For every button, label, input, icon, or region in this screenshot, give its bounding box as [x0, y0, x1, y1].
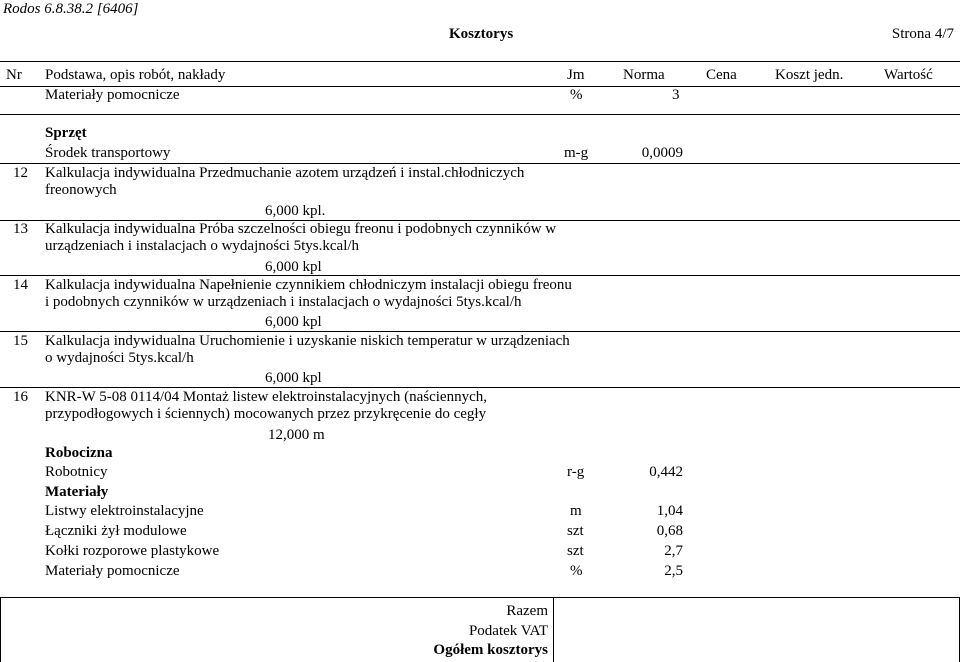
row-material-jm: m: [570, 503, 582, 519]
col-wartosc: Wartość: [884, 67, 933, 83]
item-quantity: 6,000 kpl: [265, 370, 322, 386]
row-robotnicy-jm: r-g: [567, 464, 585, 480]
row-materialy-pomocnicze: Materiały pomocnicze: [45, 87, 180, 103]
row-robotnicy: Robotnicy: [45, 464, 108, 480]
item-nr: 12: [13, 165, 28, 181]
row-material-norma: 2,7: [664, 543, 683, 559]
item-desc-line1: Kalkulacja indywidualna Uruchomienie i uzyskanie niskich temperatur w urządzeniach: [45, 333, 570, 349]
summary-ogolem: Ogółem kosztorys: [433, 642, 548, 658]
section-rule-1: [0, 114, 960, 115]
item-nr: 13: [13, 221, 28, 237]
page-number: Strona 4/7: [891, 26, 954, 42]
footer-divider: [553, 597, 554, 662]
row-material: Kołki rozporowe plastykowe: [45, 543, 220, 559]
col-opis: Podstawa, opis robót, nakłady: [45, 67, 226, 83]
item-quantity: 6,000 kpl: [265, 314, 322, 330]
item-quantity: 6,000 kpl.: [265, 203, 326, 219]
item-quantity: 12,000 m: [268, 427, 325, 443]
item-nr: 16: [13, 389, 28, 405]
header-top-rule: [0, 61, 960, 62]
section-materialy: Materiały: [45, 484, 109, 500]
item-desc-line2: o wydajności 5tys.kcal/h: [45, 350, 194, 366]
row-material-norma: 0,68: [656, 523, 683, 539]
section-sprzet: Sprzęt: [45, 125, 87, 141]
row-srodek-transportowy: Środek transportowy: [45, 145, 171, 161]
item-nr: 15: [13, 333, 28, 349]
col-norma: Norma: [623, 67, 665, 83]
row-material-jm: szt: [567, 523, 584, 539]
item-desc-line1: Kalkulacja indywidualna Przedmuchanie azotem urządzeń i instal.chłodniczych: [45, 165, 525, 181]
item-quantity: 6,000 kpl: [265, 259, 322, 275]
row-srodek-transportowy-jm: m-g: [564, 145, 589, 161]
item-rule: [0, 331, 960, 332]
app-version: Rodos 6.8.38.2 [6406]: [3, 1, 139, 17]
col-koszt-jedn: Koszt jedn.: [775, 67, 844, 83]
row-material: Listwy elektroinstalacyjne: [45, 503, 204, 519]
item-desc-line1: Kalkulacja indywidualna Napełnienie czynnikiem chłodniczym instalacji obiegu freonu: [45, 277, 572, 293]
col-cena: Cena: [706, 67, 737, 83]
section-robocizna: Robocizna: [45, 445, 113, 461]
row-materialy-pomocnicze-jm: %: [570, 87, 583, 103]
row-materialy-pomocnicze-norma: 3: [672, 87, 680, 103]
item-nr: 14: [13, 277, 28, 293]
summary-razem: Razem: [506, 603, 548, 619]
row-robotnicy-norma: 0,442: [649, 464, 683, 480]
item-rule: [0, 275, 960, 276]
item-rule: [0, 163, 960, 164]
item-desc-line1: Kalkulacja indywidualna Próba szczelności obiegu freonu i podobnych czynników w: [45, 221, 557, 237]
col-jm: Jm: [567, 67, 585, 83]
col-nr: Nr: [6, 67, 22, 83]
row-material: Materiały pomocnicze: [45, 563, 180, 579]
item-desc-line2: urządzeniach i instalacjach o wydajności 5tys.kcal/h: [45, 238, 360, 254]
row-material-norma: 1,04: [656, 503, 683, 519]
document-title: Kosztorys: [449, 26, 514, 42]
row-srodek-transportowy-norma: 0,0009: [641, 145, 683, 161]
item-rule: [0, 387, 960, 388]
summary-podatek-vat: Podatek VAT: [468, 623, 548, 639]
row-material-jm: szt: [567, 543, 584, 559]
item-desc-line2: przypodłogowych i ściennych) mocowanych przez przykręcenie do cegły: [45, 406, 487, 422]
item-desc-line2: i podobnych czynników w urządzeniach i instalacjach o wydajności 5tys.kcal/h: [45, 294, 522, 310]
item-desc-line1: KNR-W 5-08 0114/04 Montaż listew elektroinstalacyjnych (naściennych,: [45, 389, 487, 405]
row-material-jm: %: [570, 563, 583, 579]
item-desc-line2: freonowych: [45, 182, 117, 198]
row-material: Łączniki żył modulowe: [45, 523, 187, 539]
row-material-norma: 2,5: [664, 563, 683, 579]
footer-left-border: [0, 597, 1, 662]
footer-top-rule: [0, 597, 960, 598]
